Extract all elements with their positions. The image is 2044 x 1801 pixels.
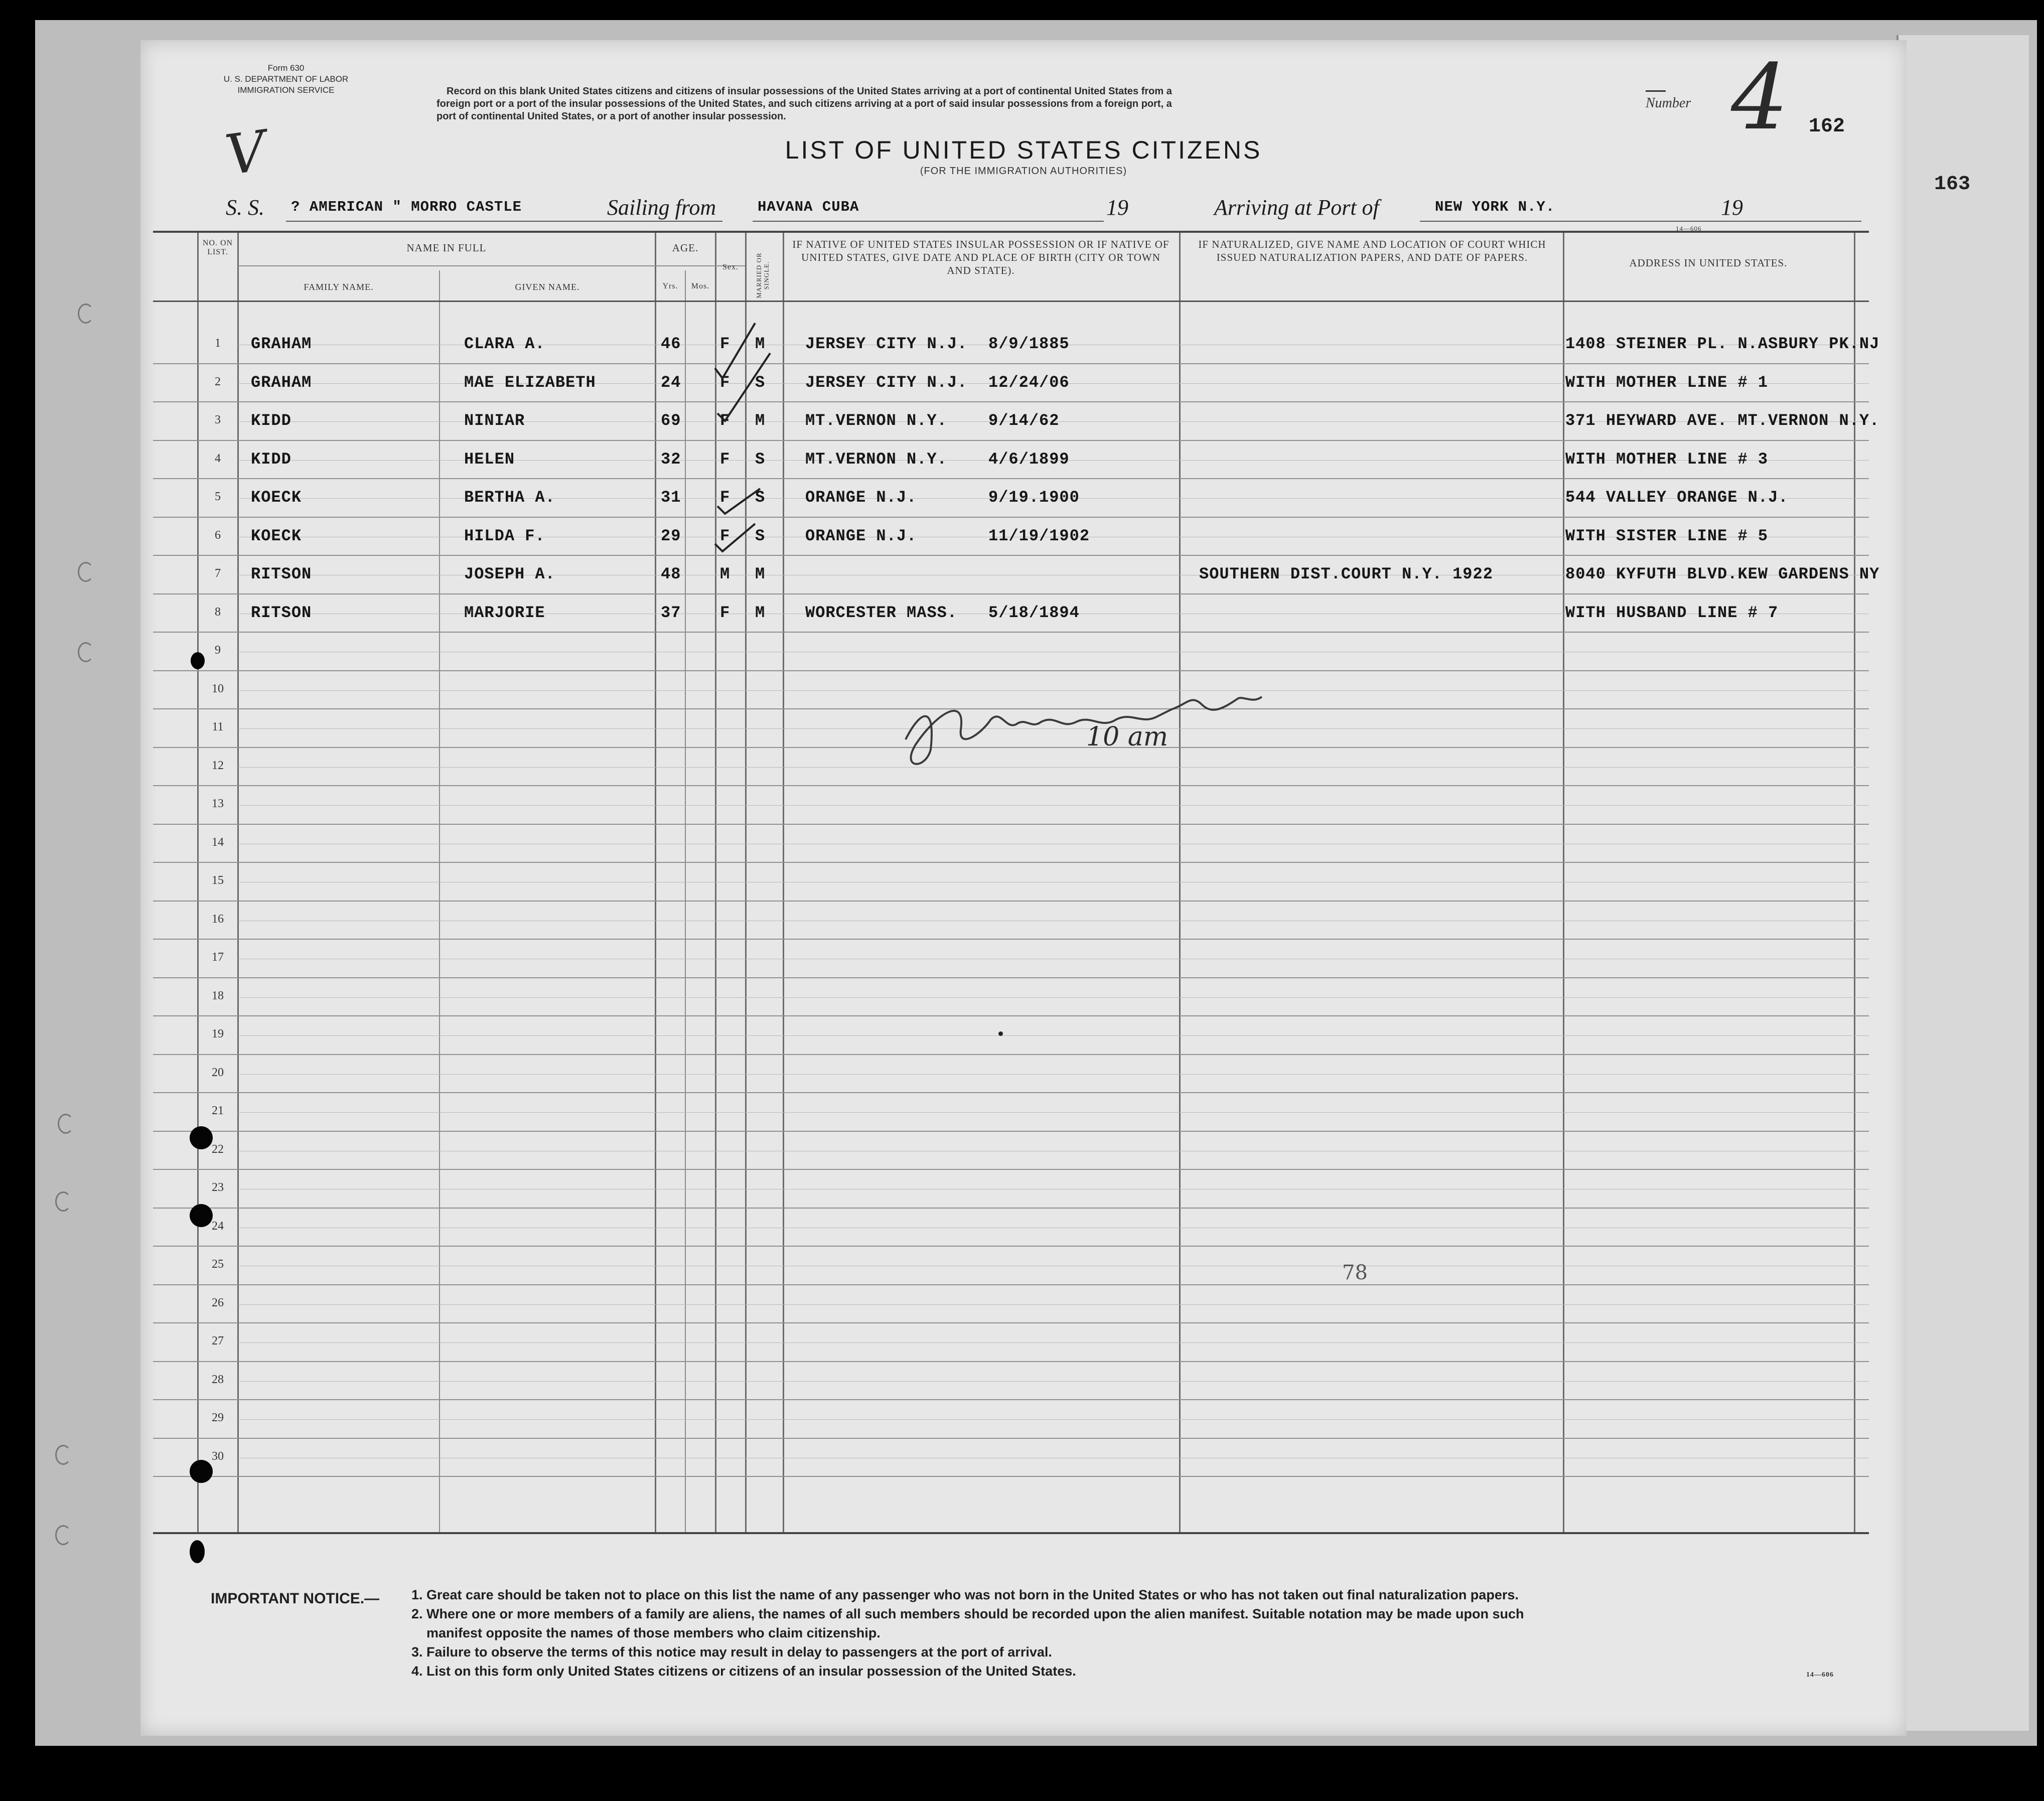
corner-check-mark: V [221, 118, 270, 188]
cell-birthdate: 9/14/62 [988, 411, 1060, 430]
next-page-number: 163 [1934, 173, 1971, 196]
cell-birthdate: 9/19.1900 [988, 488, 1080, 507]
table-row [153, 940, 1869, 978]
table-row [153, 518, 1869, 556]
table-row [153, 633, 1869, 671]
notice-item: 2. Where one or more members of a family are aliens, the names of all such members should be recorded upon the alien manifest. Suitable notation may be made upon such [411, 1606, 1524, 1621]
arriving-label: Arriving at Port of [1214, 195, 1379, 220]
row-number: 16 [212, 912, 224, 926]
cell-ms: M [755, 603, 766, 622]
header-family-name: FAMILY NAME. [304, 282, 374, 292]
row-number: 19 [212, 1027, 224, 1040]
cell-sex: F [720, 449, 731, 469]
cell-given: JOSEPH A. [464, 565, 555, 583]
cell-birthdate: 5/18/1894 [988, 603, 1080, 622]
cell-family: GRAHAM [251, 335, 312, 353]
table-row [153, 402, 1880, 441]
table-row [153, 1016, 1869, 1055]
notice-item: 3. Failure to observe the terms of this notice may result in delay to passengers at the port of arrival. [411, 1644, 1052, 1660]
cell-given: BERTHA A. [464, 488, 555, 507]
cell-address: 544 VALLEY ORANGE N.J. [1565, 488, 1789, 507]
check-marks [695, 303, 795, 554]
sailing-from-label: Sailing from [607, 195, 716, 220]
table-row [153, 902, 1869, 940]
cell-yrs: 46 [661, 335, 681, 353]
number-label: Number [1646, 95, 1691, 111]
cell-family: KOECK [251, 526, 302, 545]
table-row [153, 1132, 1869, 1170]
printer-code-top: 14—606 [1676, 225, 1702, 232]
table-row [153, 556, 1880, 594]
cell-address: WITH MOTHER LINE # 3 [1565, 449, 1769, 469]
table-row [153, 479, 1869, 518]
header-sex: Sex. [722, 263, 739, 271]
table-row [153, 786, 1869, 825]
form-instructions [436, 85, 1721, 123]
row-number: 26 [212, 1296, 224, 1309]
cell-family: GRAHAM [251, 373, 312, 392]
header-yrs: Yrs. [662, 282, 678, 290]
cell-address: 371 HEYWARD AVE. MT.VERNON N.Y. [1565, 411, 1880, 430]
cell-sex: F [720, 526, 731, 545]
cell-ms: S [755, 449, 766, 469]
cell-yrs: 31 [661, 488, 681, 507]
table-row [153, 364, 1869, 403]
number-value: 4 [1731, 45, 1789, 150]
header-address: ADDRESS IN UNITED STATES. [1629, 257, 1788, 269]
row-number: 18 [212, 989, 224, 1002]
row-number: 12 [212, 759, 224, 772]
row-number: 2 [215, 375, 221, 388]
service-name: IMMIGRATION SERVICE [237, 85, 335, 95]
cell-birthplace: JERSEY CITY N.J. [805, 373, 968, 392]
ss-label: S. S. [226, 195, 264, 220]
cell-birthplace: MT.VERNON N.Y. [805, 449, 947, 469]
table-row [153, 1093, 1869, 1132]
table-row [153, 1285, 1869, 1324]
form-number: Form 630 [267, 63, 305, 73]
year-prefix-1: 19 [1106, 195, 1128, 220]
table-row [153, 1362, 1869, 1401]
table-row [153, 441, 1869, 480]
notice-item: 4. List on this form only United States citizens or citizens of an insular possession of the United States. [411, 1664, 1076, 1679]
table-row [153, 1170, 1869, 1209]
row-number: 22 [212, 1142, 224, 1156]
cell-yrs: 24 [661, 373, 681, 392]
punch-ring [78, 562, 94, 582]
row-number: 25 [212, 1258, 224, 1271]
cell-ms: M [755, 565, 766, 583]
table-row [153, 1055, 1869, 1094]
cell-ms: M [755, 335, 766, 353]
cell-family: KOECK [251, 488, 302, 507]
cell-family: KIDD [251, 449, 291, 469]
row-number: 15 [212, 874, 224, 887]
row-number: 28 [212, 1373, 224, 1386]
row-number: 21 [212, 1104, 224, 1117]
cell-given: HILDA F. [464, 526, 545, 545]
punch-ring [55, 1525, 71, 1545]
cell-birthplace: ORANGE N.J. [805, 526, 917, 545]
notice-label: IMPORTANT NOTICE.— [211, 1590, 380, 1607]
cell-birthdate: 11/19/1902 [988, 526, 1090, 545]
cell-ms: M [755, 411, 766, 430]
cell-sex: F [720, 373, 731, 392]
ship-name: ? AMERICAN " MORRO CASTLE [291, 199, 522, 215]
row-number: 30 [212, 1449, 224, 1463]
cell-birthplace: ORANGE N.J. [805, 488, 917, 507]
row-number: 7 [215, 567, 221, 580]
cell-yrs: 29 [661, 526, 681, 545]
punch-ring [55, 1191, 71, 1212]
header-age: AGE. [672, 242, 699, 254]
table-row [153, 1209, 1869, 1247]
cell-yrs: 32 [661, 449, 681, 469]
punch-ring [78, 304, 94, 324]
row-number: 17 [212, 951, 224, 964]
margin-number: 78 [1342, 1261, 1368, 1284]
row-number: 23 [212, 1181, 224, 1194]
table-row [153, 863, 1869, 902]
cell-address: 8040 KYFUTH BLVD.KEW GARDENS NY [1565, 565, 1880, 583]
cell-address: 1408 STEINER PL. N.ASBURY PK.NJ [1565, 335, 1880, 353]
cell-given: HELEN [464, 449, 515, 469]
punch-hole [190, 1540, 205, 1563]
signature-time: 10 am [1086, 722, 1169, 752]
cell-yrs: 37 [661, 603, 681, 622]
table-row [153, 594, 1869, 633]
cell-address: WITH HUSBAND LINE # 7 [1565, 603, 1779, 622]
table-row [153, 326, 1880, 364]
cell-sex: F [720, 488, 731, 507]
sailing-from-value: HAVANA CUBA [758, 199, 859, 215]
row-number: 8 [215, 605, 221, 619]
table-row [153, 825, 1869, 863]
cell-naturalization: SOUTHERN DIST.COURT N.Y. 1922 [1199, 565, 1493, 583]
cell-birthdate: 4/6/1899 [988, 449, 1070, 469]
cell-family: RITSON [251, 603, 312, 622]
cell-given: CLARA A. [464, 335, 545, 353]
row-number: 24 [212, 1219, 224, 1233]
ink-dot [998, 1031, 1003, 1036]
punch-ring [58, 1114, 74, 1134]
punch-hole [190, 1126, 213, 1149]
manifest-sheet [140, 40, 1907, 1736]
cell-birthplace: WORCESTER MASS. [805, 603, 958, 622]
header-naturalization: IF NATURALIZED, GIVE NAME AND LOCATION OF COURT WHICH ISSUED NATURALIZATION PAPERS, AND DATE OF PAPERS. [1198, 238, 1546, 263]
row-number: 9 [215, 644, 221, 657]
stamp-number: 162 [1809, 115, 1845, 138]
row-number: 13 [212, 797, 224, 810]
cell-address: WITH SISTER LINE # 5 [1565, 526, 1769, 545]
cell-yrs: 69 [661, 411, 681, 430]
header-mos: Mos. [691, 282, 710, 290]
cell-sex: F [720, 603, 731, 622]
arrival-port: NEW YORK N.Y. [1435, 199, 1555, 215]
cell-family: RITSON [251, 565, 312, 583]
form-id-block [181, 63, 391, 96]
cell-sex: F [720, 411, 731, 430]
punch-hole [190, 1460, 213, 1483]
notice-item: 1. Great care should be taken not to place on this list the name of any passenger who was not born in the United States or who has not taken out final naturalization papers. [411, 1587, 1519, 1602]
punch-ring [55, 1445, 71, 1465]
row-number: 6 [215, 528, 221, 542]
row-number: 29 [212, 1411, 224, 1424]
table-row [153, 1247, 1869, 1285]
cell-birthdate: 8/9/1885 [988, 335, 1070, 353]
cell-birthplace: MT.VERNON N.Y. [805, 411, 947, 430]
next-page-edge [1896, 35, 2029, 1731]
table-row [153, 1400, 1869, 1439]
cell-given: NINIAR [464, 411, 525, 430]
manifest-table [153, 231, 1880, 1534]
printer-code: 14—606 [1806, 1671, 1834, 1679]
cell-family: KIDD [251, 411, 291, 430]
cell-yrs: 48 [661, 565, 681, 583]
year-prefix-2: 19 [1721, 195, 1743, 220]
form-title: LIST OF UNITED STATES CITIZENS [785, 136, 1262, 164]
cell-given: MARJORIE [464, 603, 545, 622]
punch-ring [78, 642, 94, 662]
row-number: 10 [212, 682, 224, 695]
row-number: 20 [212, 1066, 224, 1079]
row-number: 14 [212, 835, 224, 849]
cell-sex: M [720, 565, 731, 583]
header-no-on-list: NO. ON LIST. [202, 239, 233, 256]
cell-given: MAE ELIZABETH [464, 373, 596, 392]
header-name-in-full: NAME IN FULL [406, 242, 487, 254]
row-number: 11 [212, 720, 224, 733]
cell-address: WITH MOTHER LINE # 1 [1565, 373, 1769, 392]
punch-hole [190, 1204, 213, 1227]
department-name: U. S. DEPARTMENT OF LABOR [223, 74, 349, 84]
row-number: 1 [215, 337, 221, 350]
cell-ms: S [755, 373, 766, 392]
instruction-line: Record on this blank United States citizens and citizens of insular possessions of the United States arriving at a port of continental United States from a [447, 86, 1172, 97]
instruction-line: foreign port or a port of the insular possessions of the United States, and such citizens arriving at a port of said insular possessions from a foreign port, a [436, 98, 1172, 109]
notice-item: manifest opposite the names of those members who claim citizenship. [426, 1625, 881, 1640]
instruction-line: port of continental United States, or a port of another insular possession. [436, 111, 786, 122]
cell-sex: F [720, 335, 731, 353]
form-subtitle: (FOR THE IMMIGRATION AUTHORITIES) [920, 166, 1127, 177]
cell-ms: S [755, 488, 766, 507]
table-row [153, 1439, 1869, 1477]
table-row [153, 978, 1869, 1017]
table-row [153, 1323, 1869, 1362]
header-married-single: MARRIED OR SINGLE. [755, 252, 770, 298]
header-given-name: GIVEN NAME. [515, 282, 580, 292]
row-number: 27 [212, 1334, 224, 1347]
row-number: 4 [215, 452, 221, 465]
cell-birthplace: JERSEY CITY N.J. [805, 335, 968, 353]
cell-ms: S [755, 526, 766, 545]
header-birthplace: IF NATIVE OF UNITED STATES INSULAR POSSESSION OR IF NATIVE OF UNITED STATES, GIVE DATE AND PLACE OF BIRTH (CITY OR TOWN AND STATE). [792, 238, 1170, 276]
punch-hole [191, 652, 205, 669]
row-number: 5 [215, 490, 221, 503]
cell-birthdate: 12/24/06 [988, 373, 1070, 392]
row-number: 3 [215, 413, 221, 426]
voyage-line [140, 191, 1907, 232]
